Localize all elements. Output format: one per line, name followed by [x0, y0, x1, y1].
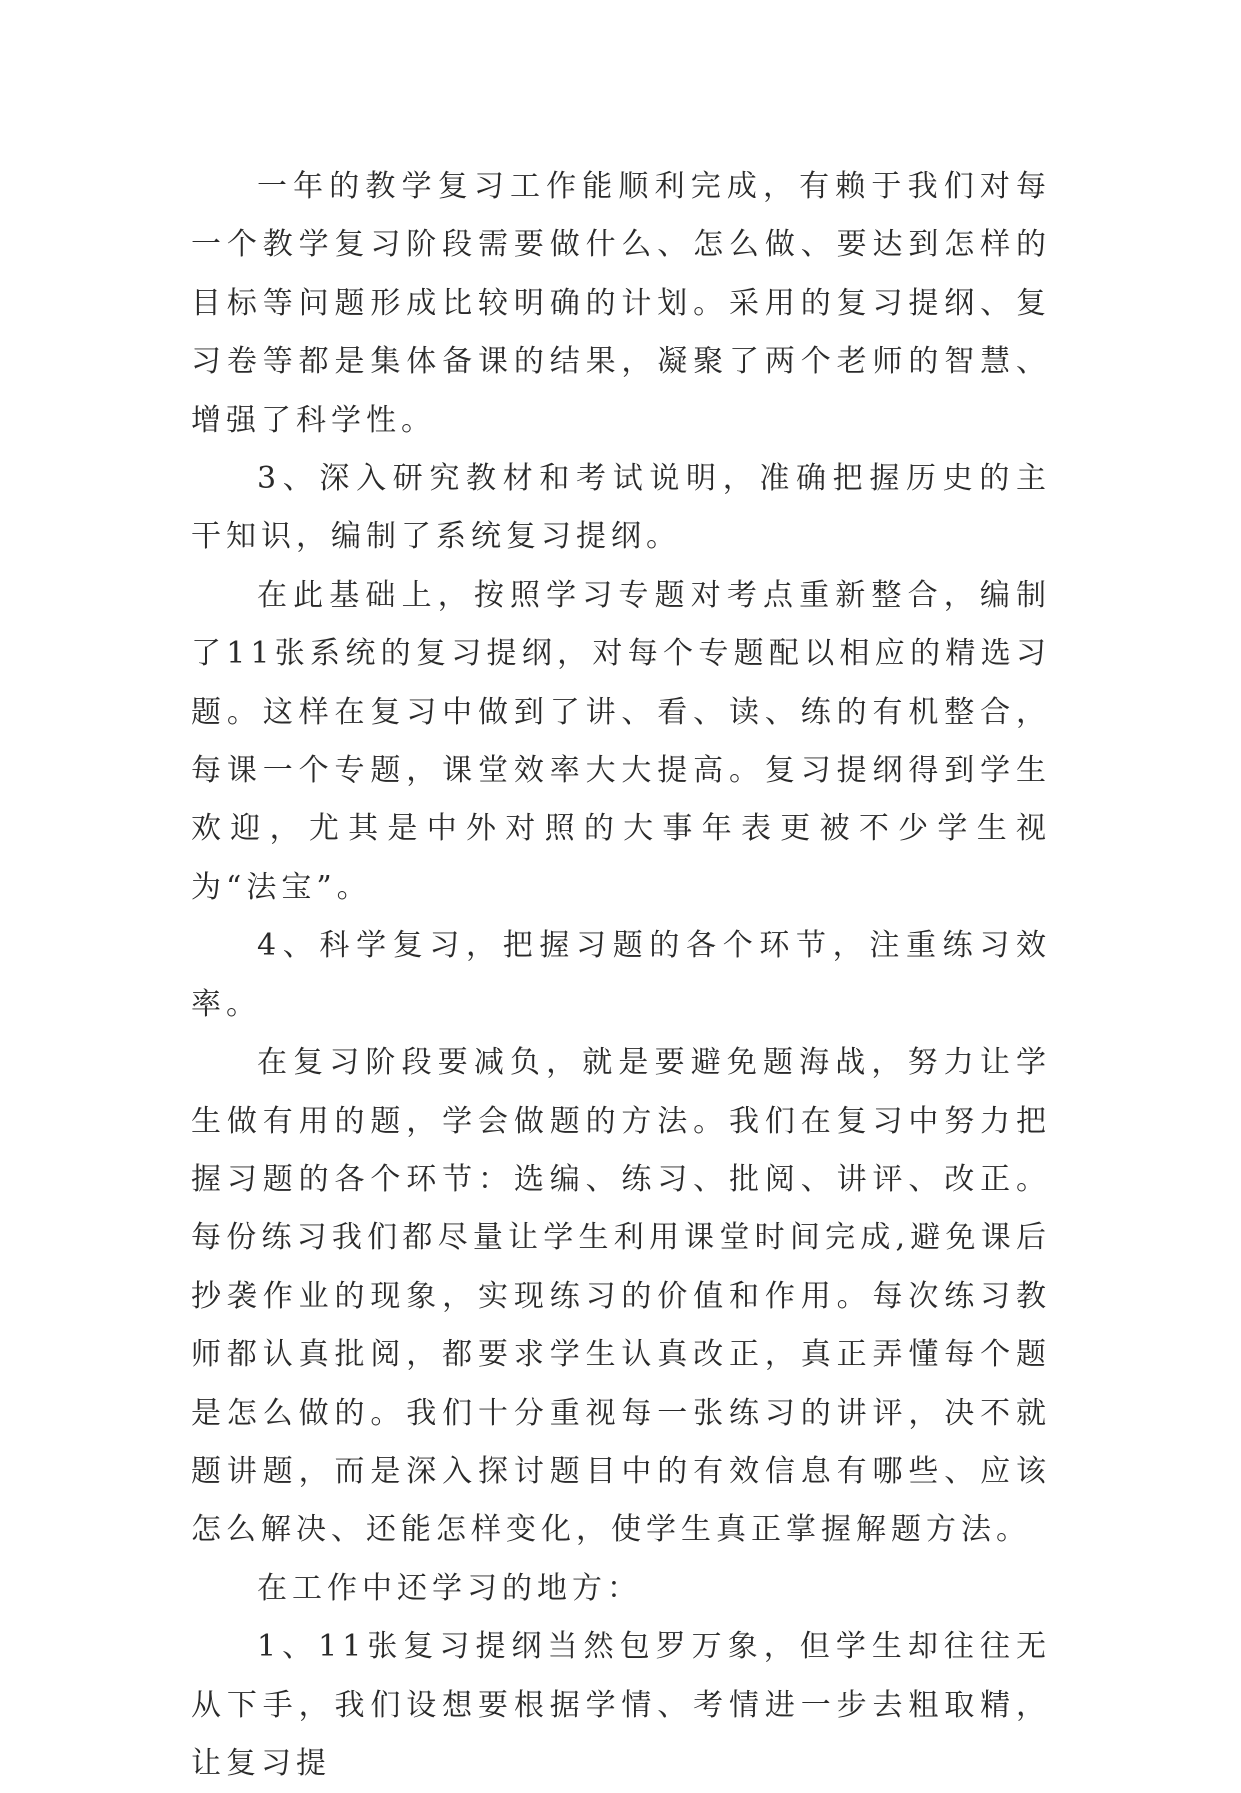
paragraph-1: 一年的教学复习工作能顺利完成，有赖于我们对每一个教学复习阶段需要做什么、怎么做、要达到怎样的目标等问题形成比较明确的计划。采用的复习提纲、复习卷等都是集体备课的结果，凝聚了两个老师的智慧、增强了科学性。 — [191, 169, 1051, 438]
paragraph-4: 4、科学复习，把握习题的各个环节，注重练习效率。 — [191, 928, 1051, 1022]
paragraph-2: 3、深入研究教材和考试说明，准确把握历史的主干知识，编制了系统复习提纲。 — [191, 461, 1051, 555]
paragraph-3: 在此基础上，按照学习专题对考点重新整合，编制了11张系统的复习提纲，对每个专题配以相应的精选习题。这样在复习中做到了讲、看、读、练的有机整合，每课一个专题，课堂效率大大提高。复习提纲得到学生欢迎，尤其是中外对照的大事年表更被不少学生视为“法宝”。 — [191, 577, 1051, 905]
paragraph-5: 在复习阶段要减负，就是要避免题海战，努力让学生做有用的题，学会做题的方法。我们在复习中努力把握习题的各个环节：选编、练习、批阅、讲评、改正。每份练习我们都尽量让学生利用课堂时间完成,避免课后抄袭作业的现象，实现练习的价值和作用。每次练习教师都认真批阅，都要求学生认真改正，真正弄懂每个题是怎么做的。我们十分重视每一张练习的讲评，决不就题讲题，而是深入探讨题目中的有效信息有哪些、应该怎么解决、还能怎样变化，使学生真正掌握解题方法。 — [191, 1045, 1051, 1548]
document-body — [191, 158, 1051, 1793]
paragraph-6: 在工作中还学习的地方： — [257, 1570, 642, 1606]
paragraph-7: 1、11张复习提纲当然包罗万象，但学生却往往无从下手，我们设想要根据学情、考情进一步去粗取精，让复习提 — [191, 1629, 1051, 1781]
